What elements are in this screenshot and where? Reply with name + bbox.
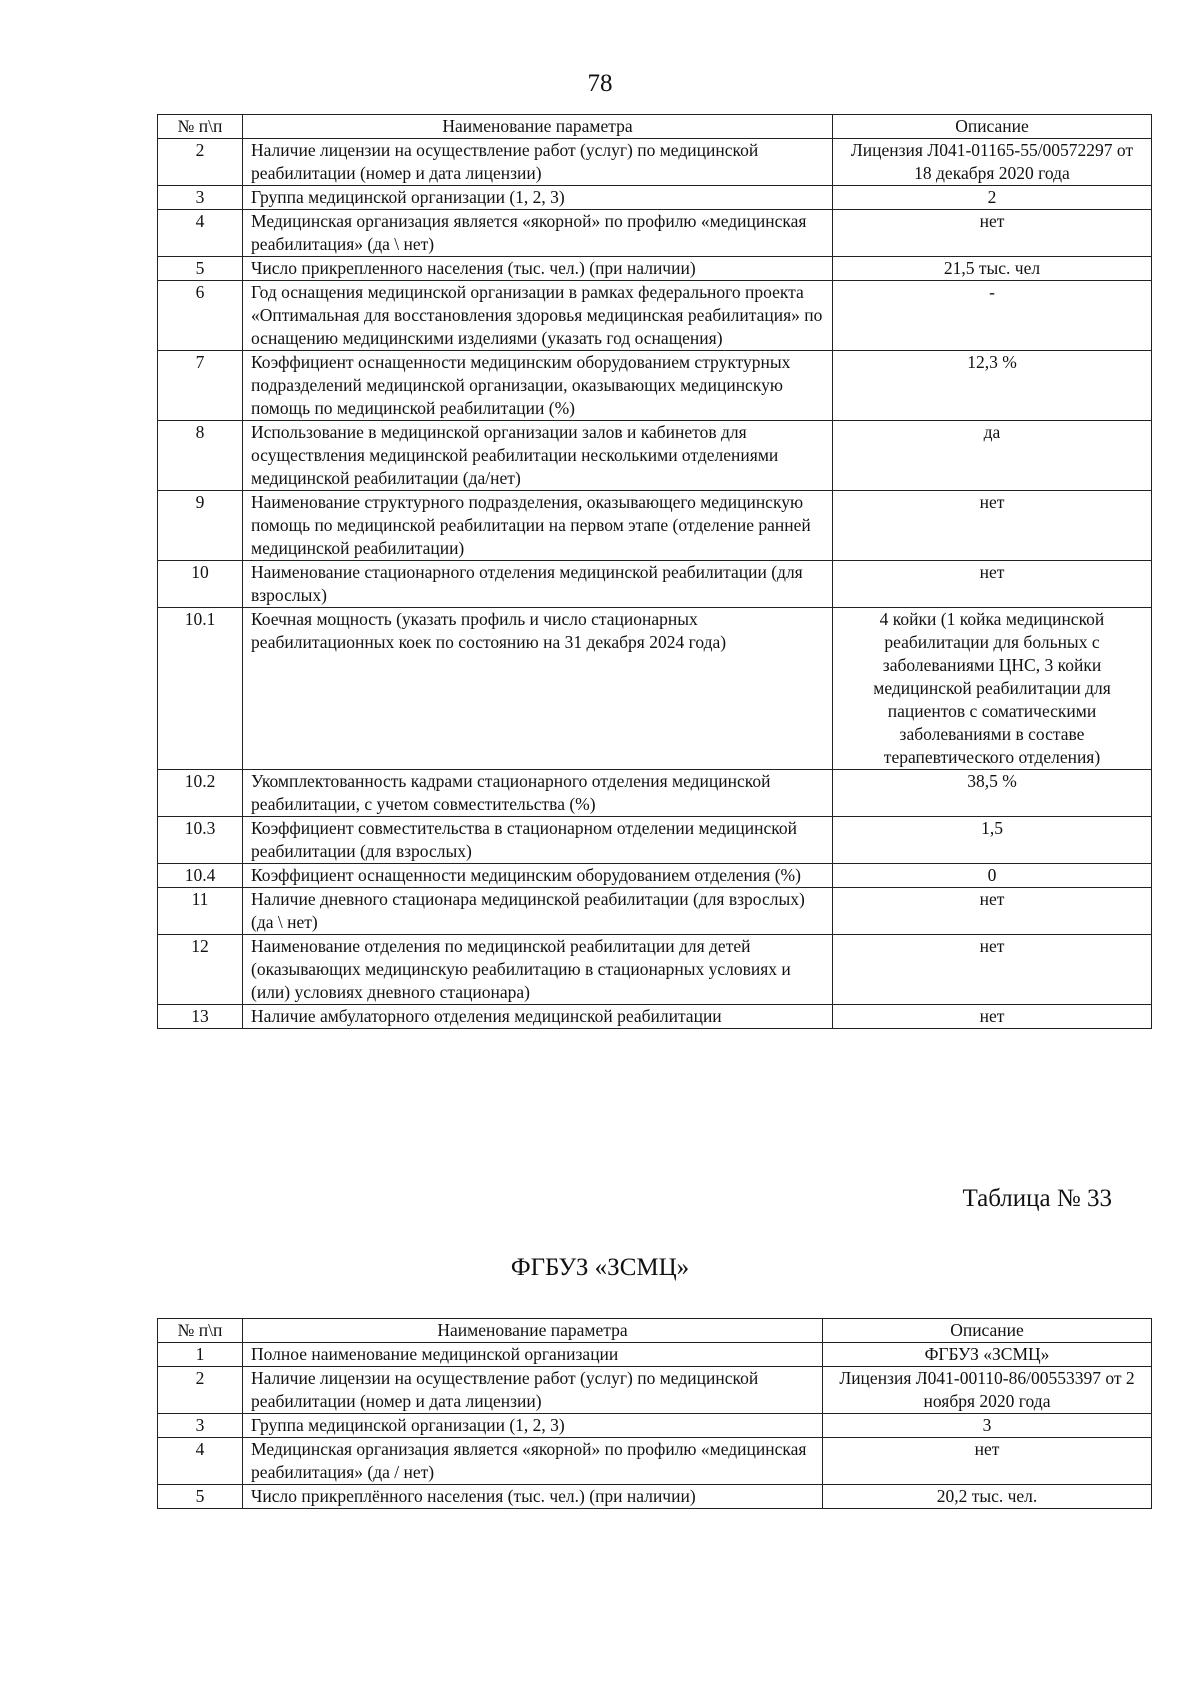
header-num: № п\п	[158, 1319, 243, 1343]
row-param: Укомплектованность кадрами стационарного отделения медицинской реабилитации, с учетом совместительства (%)	[243, 770, 833, 817]
row-num: 1	[158, 1343, 243, 1367]
row-num: 2	[158, 1367, 243, 1414]
row-param: Коэффициент оснащенности медицинским оборудованием отделения (%)	[243, 864, 833, 888]
row-desc: 12,3 %	[833, 351, 1152, 421]
row-desc: нет	[833, 210, 1152, 257]
row-desc: нет	[833, 561, 1152, 608]
row-num: 3	[158, 186, 243, 210]
row-num: 5	[158, 257, 243, 281]
row-desc: нет	[833, 935, 1152, 1005]
row-param: Наличие лицензии на осуществление работ (услуг) по медицинской реабилитации (номер и дата лицензии)	[243, 1367, 823, 1414]
row-param: Группа медицинской организации (1, 2, 3)	[243, 186, 833, 210]
row-param: Медицинская организация является «якорной» по профилю «медицинская реабилитация» (да \ нет)	[243, 210, 833, 257]
row-param: Число прикреплённого населения (тыс. чел.) (при наличии)	[243, 1485, 823, 1509]
row-desc: -	[833, 281, 1152, 351]
table-row	[158, 1485, 1152, 1509]
row-desc: 21,5 тыс. чел	[833, 257, 1152, 281]
row-desc: нет	[833, 491, 1152, 561]
row-param: Коэффициент оснащенности медицинским оборудованием структурных подразделений медицинской организации, оказывающих медицинскую помощь по медицинской реабилитации (%)	[243, 351, 833, 421]
row-desc: 0	[833, 864, 1152, 888]
table-row	[158, 1005, 1152, 1029]
row-param: Коэффициент совместительства в стационарном отделении медицинской реабилитации (для взрослых)	[243, 817, 833, 864]
row-num: 10.2	[158, 770, 243, 817]
row-num: 4	[158, 1438, 243, 1485]
table-row	[158, 491, 1152, 561]
row-desc: Лицензия Л041-01165-55/00572297 от 18 декабря 2020 года	[833, 139, 1152, 186]
row-desc: 3	[823, 1414, 1152, 1438]
row-num: 13	[158, 1005, 243, 1029]
row-num: 10.4	[158, 864, 243, 888]
row-param: Наличие амбулаторного отделения медицинской реабилитации	[243, 1005, 833, 1029]
row-num: 9	[158, 491, 243, 561]
row-desc: да	[833, 421, 1152, 491]
row-param: Наличие лицензии на осуществление работ (услуг) по медицинской реабилитации (номер и дата лицензии)	[243, 139, 833, 186]
row-param: Полное наименование медицинской организации	[243, 1343, 823, 1367]
table-row	[158, 257, 1152, 281]
row-num: 12	[158, 935, 243, 1005]
table-row	[158, 1343, 1152, 1367]
row-desc: 38,5 %	[833, 770, 1152, 817]
table-row	[158, 421, 1152, 491]
row-num: 10	[158, 561, 243, 608]
table-row	[158, 281, 1152, 351]
parameters-table-2	[157, 1318, 1152, 1509]
header-desc: Описание	[823, 1319, 1152, 1343]
row-desc: 1,5	[833, 817, 1152, 864]
page-number: 78	[587, 70, 613, 97]
table-row	[158, 864, 1152, 888]
row-param: Число прикрепленного населения (тыс. чел.) (при наличии)	[243, 257, 833, 281]
org-title: ФГБУЗ «ЗСМЦ»	[510, 1254, 690, 1281]
row-desc: 2	[833, 186, 1152, 210]
table-row	[158, 935, 1152, 1005]
table-row	[158, 561, 1152, 608]
row-param: Год оснащения медицинской организации в рамках федерального проекта «Оптимальная для восстановления здоровья медицинская реабилитация» по оснащению медицинскими изделиями (указать год оснащения)	[243, 281, 833, 351]
table-header-row	[158, 1319, 1152, 1343]
row-desc: 4 койки (1 койка медицинской реабилитации для больных с заболеваниями ЦНС, 3 койки медицинской реабилитации для пациентов с соматическими заболеваниями в составе терапевтического отделения)	[833, 608, 1152, 770]
table-row	[158, 888, 1152, 935]
row-num: 7	[158, 351, 243, 421]
table-row	[158, 817, 1152, 864]
row-param: Наименование структурного подразделения, оказывающего медицинскую помощь по медицинской реабилитации на первом этапе (отделение ранней медицинской реабилитации)	[243, 491, 833, 561]
row-num: 10.1	[158, 608, 243, 770]
table-row	[158, 210, 1152, 257]
row-param: Наименование стационарного отделения медицинской реабилитации (для взрослых)	[243, 561, 833, 608]
row-desc: ФГБУЗ «ЗСМЦ»	[823, 1343, 1152, 1367]
row-num: 2	[158, 139, 243, 186]
row-param: Использование в медицинской организации залов и кабинетов для осуществления медицинской реабилитации несколькими отделениями медицинской реабилитации (да/нет)	[243, 421, 833, 491]
table-row	[158, 770, 1152, 817]
row-num: 3	[158, 1414, 243, 1438]
row-num: 4	[158, 210, 243, 257]
header-desc: Описание	[833, 115, 1152, 139]
row-desc: 20,2 тыс. чел.	[823, 1485, 1152, 1509]
parameters-table-1	[157, 114, 1152, 1029]
table-header-row	[158, 115, 1152, 139]
row-param: Коечная мощность (указать профиль и число стационарных реабилитационных коек по состоянию на 31 декабря 2024 года)	[243, 608, 833, 770]
row-num: 6	[158, 281, 243, 351]
row-desc: нет	[833, 888, 1152, 935]
row-desc: Лицензия Л041-00110-86/00553397 от 2 ноября 2020 года	[823, 1367, 1152, 1414]
row-num: 8	[158, 421, 243, 491]
row-num: 10.3	[158, 817, 243, 864]
row-param: Наименование отделения по медицинской реабилитации для детей (оказывающих медицинскую реабилитацию в стационарных условиях и (или) условиях дневного стационара)	[243, 935, 833, 1005]
table-row	[158, 1414, 1152, 1438]
table-caption: Таблица № 33	[962, 1185, 1112, 1212]
row-num: 11	[158, 888, 243, 935]
header-param: Наименование параметра	[243, 115, 833, 139]
table-row	[158, 139, 1152, 186]
table-row	[158, 1438, 1152, 1485]
row-desc: нет	[833, 1005, 1152, 1029]
table-row	[158, 1367, 1152, 1414]
table-row	[158, 186, 1152, 210]
table-row	[158, 608, 1152, 770]
row-param: Медицинская организация является «якорной» по профилю «медицинская реабилитация» (да / нет)	[243, 1438, 823, 1485]
table-row	[158, 351, 1152, 421]
header-param: Наименование параметра	[243, 1319, 823, 1343]
row-param: Группа медицинской организации (1, 2, 3)	[243, 1414, 823, 1438]
header-num: № п\п	[158, 115, 243, 139]
row-param: Наличие дневного стационара медицинской реабилитации (для взрослых) (да \ нет)	[243, 888, 833, 935]
row-desc: нет	[823, 1438, 1152, 1485]
row-num: 5	[158, 1485, 243, 1509]
